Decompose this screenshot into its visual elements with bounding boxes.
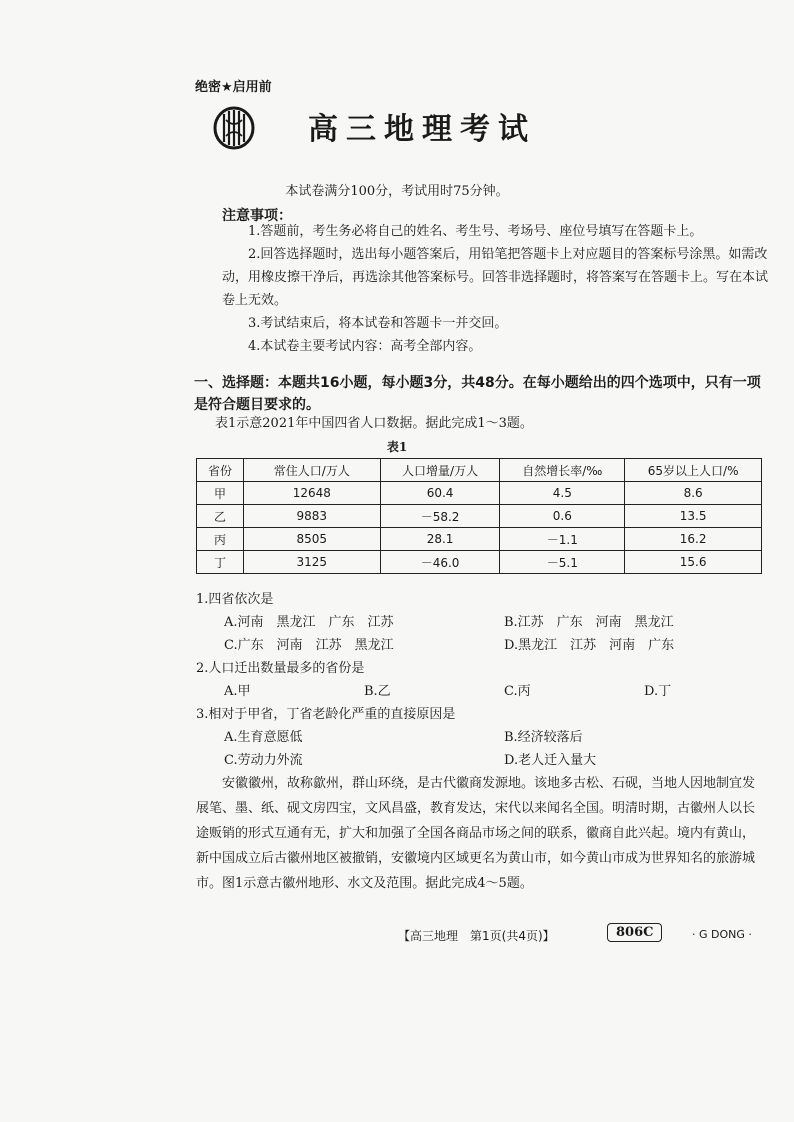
question-stem: 3.相对于甲省，丁省老龄化严重的直接原因是 — [196, 707, 456, 722]
notice-list — [222, 220, 774, 358]
answer-option: B.乙 — [364, 684, 391, 699]
table-cell: 15.6 — [625, 551, 762, 574]
answer-option: A.生育意愿低 — [224, 730, 303, 745]
question-stem: 1.四省依次是 — [196, 592, 274, 607]
notice-item: 1.答题前，考生务必将自己的姓名、考生号、考场号、座位号填写在答题卡上。 — [248, 224, 703, 239]
section-heading: 一、选择题：本题共16小题，每小题3分，共48分。在每小题给出的四个选项中，只有一项是符合题目要求的。 — [194, 375, 761, 413]
column-header: 人口增量/万人 — [380, 459, 500, 482]
table-cell: 丙 — [197, 528, 244, 551]
column-header: 自然增长率/‰ — [500, 459, 625, 482]
table-cell: －1.1 — [500, 528, 625, 551]
column-header: 65岁以上人口/% — [625, 459, 762, 482]
population-table — [196, 458, 762, 574]
answer-option: C.劳动力外流 — [224, 753, 303, 768]
table-cell: －5.1 — [500, 551, 625, 574]
table-header-row — [197, 459, 762, 482]
table-cell: 3125 — [243, 551, 380, 574]
table-row — [197, 505, 762, 528]
answer-option: C.广东 河南 江苏 黑龙江 — [224, 638, 394, 653]
column-header: 省份 — [197, 459, 244, 482]
question-stem: 2.人口迁出数量最多的省份是 — [196, 661, 365, 676]
answer-option: D.黑龙江 江苏 河南 广东 — [504, 638, 675, 653]
table-cell: 28.1 — [380, 528, 500, 551]
brand-mark: · G DONG · — [692, 928, 752, 941]
table-cell: 13.5 — [625, 505, 762, 528]
table-cell: 60.4 — [380, 482, 500, 505]
reading-passage — [196, 771, 764, 896]
table-row — [197, 482, 762, 505]
table-cell: －46.0 — [380, 551, 500, 574]
table-row — [197, 528, 762, 551]
exam-info: 本试卷满分100分，考试用时75分钟。 — [285, 184, 509, 199]
answer-option: B.江苏 广东 河南 黑龙江 — [504, 615, 674, 630]
answer-option: B.经济较落后 — [504, 730, 583, 745]
answer-option: D.老人迁入量大 — [504, 753, 597, 768]
table-caption: 表1 — [386, 440, 408, 454]
notice-heading: 注意事项： — [222, 208, 292, 224]
answer-option: C.丙 — [504, 684, 531, 699]
table-cell: 4.5 — [500, 482, 625, 505]
answer-option: A.河南 黑龙江 广东 江苏 — [224, 615, 394, 630]
table-cell: 8505 — [243, 528, 380, 551]
table-cell: 12648 — [243, 482, 380, 505]
notice-item: 3.考试结束后，将本试卷和答题卡一并交回。 — [248, 316, 508, 331]
exam-code-badge: 806C — [607, 923, 662, 942]
table-cell: 甲 — [197, 482, 244, 505]
notice-item: 4.本试卷主要考试内容：高考全部内容。 — [248, 339, 482, 354]
answer-option: D.丁 — [644, 684, 672, 699]
table-cell: 丁 — [197, 551, 244, 574]
table-cell: －58.2 — [380, 505, 500, 528]
table-row — [197, 551, 762, 574]
notice-item: 2.回答选择题时，选出每小题答案后，用铅笔把答题卡上对应题目的答案标号涂黑。如需改动，用橡皮擦干净后，再选涂其他答案标号。回答非选择题时，将答案写在答题卡上。写在本试卷上无效。 — [222, 247, 769, 308]
passage-text: 安徽徽州，故称歙州，群山环绕，是古代徽商发源地。该地多古松、石砚，当地人因地制宜发展笔、墨、纸、砚文房四宝，文风昌盛，教育发达，宋代以来闻名全国。明清时期，古徽州人以长途贩销的形式互通有无，扩大和加强了全国各商品市场之间的联系，徽商自此兴起。境内有黄山，新中国成立后古徽州地区被撤销，安徽境内区域更名为黄山市，如今黄山市成为世界知名的旅游城市。图1示意古徽州地形、水文及范围。据此完成4～5题。 — [196, 776, 756, 891]
column-header: 常住人口/万人 — [243, 459, 380, 482]
page-title: 高三地理考试 — [308, 112, 536, 147]
table-intro: 表1示意2021年中国四省人口数据。据此完成1～3题。 — [215, 416, 533, 431]
table-cell: 8.6 — [625, 482, 762, 505]
table-cell: 0.6 — [500, 505, 625, 528]
table-cell: 16.2 — [625, 528, 762, 551]
confidential-label: 绝密★启用前 — [195, 80, 272, 95]
answer-option: A.甲 — [224, 684, 251, 699]
table-cell: 乙 — [197, 505, 244, 528]
table-cell: 9883 — [243, 505, 380, 528]
page-footer: 【高三地理 第1页(共4页)】 — [398, 929, 555, 943]
